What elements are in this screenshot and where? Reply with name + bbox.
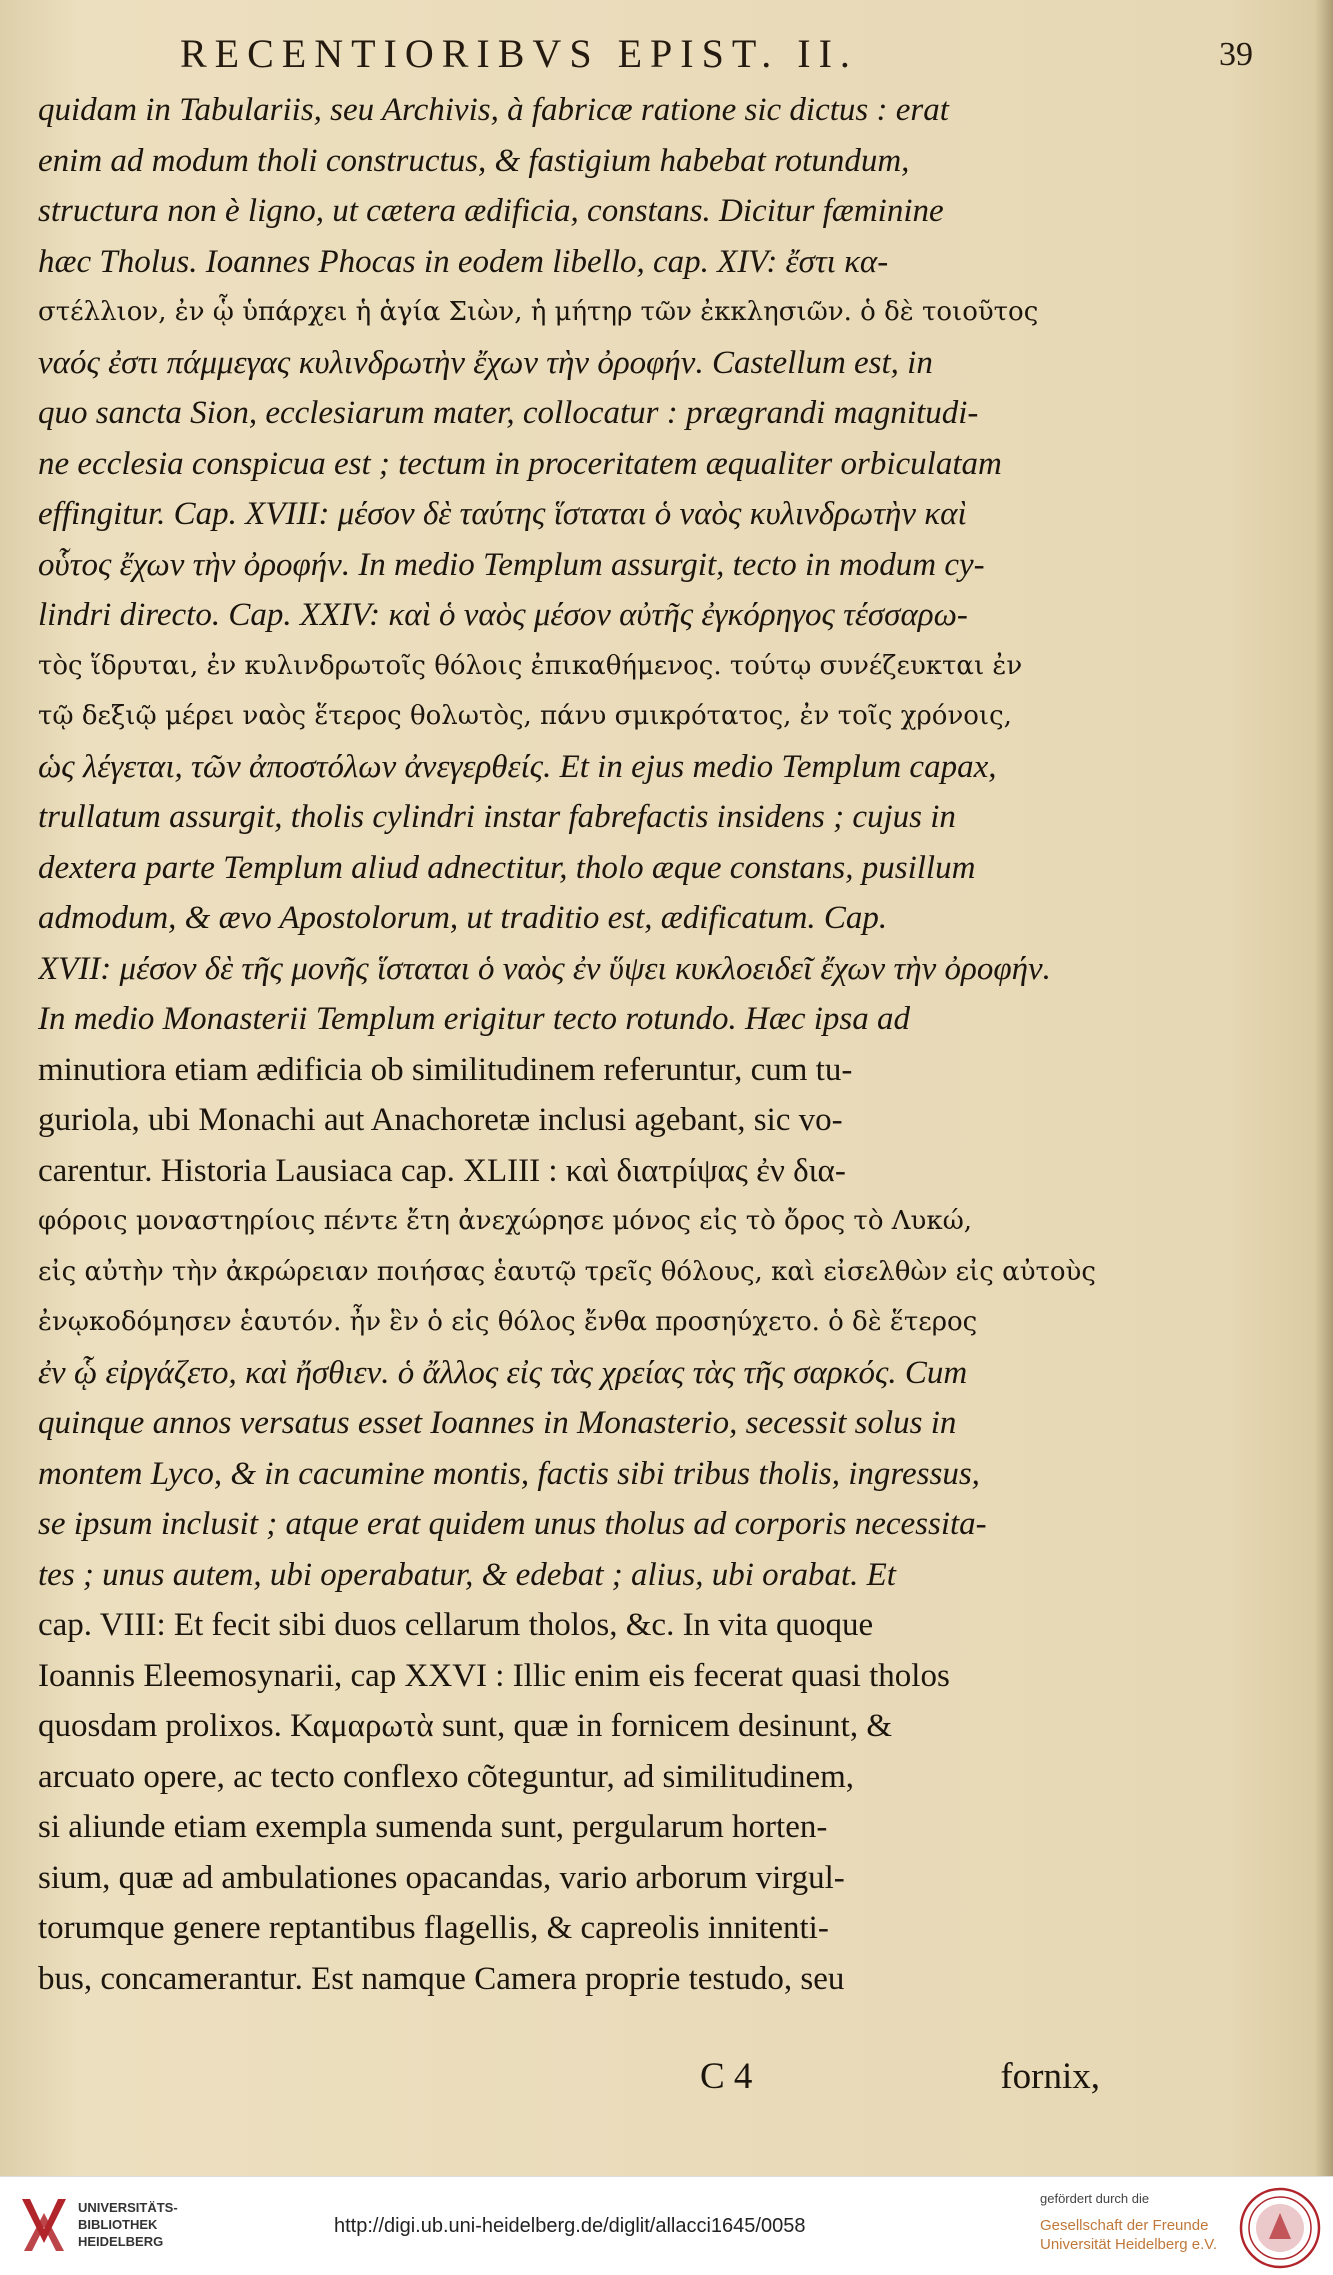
page-foot [700,2055,1100,2109]
text-line: effingitur. Cap. XVIII: μέσον δὲ ταύτης ἵσταται ὁ ναὸς κυλινδρωτὴν καὶ [38,496,967,532]
sponsor-block [1040,2191,1230,2254]
text-line: tes ; unus autem, ubi operabatur, & edebat ; alius, ubi orabat. Et [38,1556,896,1593]
text-line: quosdam prolixos. Καμαρωτὰ sunt, quæ in fornicem desinunt, & [38,1708,892,1744]
permalink-url[interactable]: http://digi.ub.uni-heidelberg.de/diglit/allacci1645/0058 [334,2215,806,2237]
text-line: ὡς λέγεται, τῶν ἀποστόλων ἀνεγερθείς. Et in ejus medio Templum capax, [38,748,997,785]
text-line: ναός ἐστι πάμμεγας κυλινδρωτὴν ἔχων τὴν ὀροφήν. Castellum est, in [38,344,933,381]
catchword: fornix, [1000,2056,1100,2097]
text-line: arcuato opere, ac tecto conflexo cõteguntur, ad similitudinem, [38,1758,855,1795]
text-line: si aliunde etiam exempla sumenda sunt, pergularum horten- [38,1809,828,1845]
text-line: minutiora etiam ædificia ob similitudinem referuntur, cum tu- [38,1051,853,1088]
university-library-logo-icon[interactable] [14,2193,74,2259]
text-line: ἐν ᾧ εἰργάζετο, καὶ ἤσθιεν. ὁ ἄλλος εἰς τὰς χρείας τὰς τῆς σαρκός. Cum [38,1354,968,1391]
library-name-line: UNIVERSITÄTS- [78,2200,178,2215]
text-line: structura non è ligno, ut cætera ædificia, constans. Dicitur fæminine [38,193,944,229]
text-line: bus, concamerantur. Est namque Camera proprie testudo, seu [38,1960,845,1997]
text-line: se ipsum inclusit ; atque erat quidem unus tholus ad corporis necessita- [38,1506,987,1542]
text-line: τὸς ἵδρυται, ἐν κυλινδρωτοῖς θόλοις ἐπικαθήμενος. τούτῳ συνέζευκται ἐν [38,650,1023,681]
sponsor-name-line[interactable]: Universität Heidelberg e.V. [1040,2236,1218,2253]
text-line: εἰς αὐτὴν τὴν ἀκρώρειαν ποιήσας ἑαυτῷ τρεῖς θόλους, καὶ εἰσελθὼν εἰς αὐτοὺς [38,1256,1096,1287]
text-line: montem Lyco, & in cacumine montis, factis sibi tribus tholis, ingressus, [38,1455,980,1492]
text-line: enim ad modum tholi constructus, & fastigium habebat rotundum, [38,142,910,179]
sponsor-name-line[interactable]: Gesellschaft der Freunde [1040,2217,1209,2234]
text-line: Ioannis Eleemosynarii, cap XXVI : Illic enim eis fecerat quasi tholos [38,1657,950,1694]
library-name-line: BIBLIOTHEK [78,2217,158,2232]
running-head [180,30,1253,80]
text-line: quidam in Tabulariis, seu Archivis, à fabricæ ratione sic dictus : erat [38,92,949,128]
text-line: ἐνῳκοδόμησεν ἑαυτόν. ἦν ἓν ὁ εἰς θόλος ἔνθα προσηύχετο. ὁ δὲ ἕτερος [38,1307,978,1337]
library-name [78,2199,178,2250]
text-line: οὗτος ἔχων τὴν ὀροφήν. In medio Templum assurgit, tecto in modum cy- [38,546,985,583]
text-line: torumque genere reptantibus flagellis, & capreolis innitenti- [38,1910,829,1946]
text-line: carentur. Historia Lausiaca cap. XLIII : καὶ διατρίψας ἐν δια- [38,1152,846,1189]
text-block [38,85,1110,2004]
text-line: στέλλιον, ἐν ᾧ ὑπάρχει ἡ ἁγία Σιὼν, ἡ μήτηρ τῶν ἐκκλησιῶν. ὁ δὲ τοιοῦτος [38,297,1039,327]
text-line: guriola, ubi Monachi aut Anachoretæ inclusi agebant, sic vo- [38,1102,843,1138]
text-line: XVII: μέσον δὲ τῆς μονῆς ἵσταται ὁ ναὸς ἐν ὕψει κυκλοειδεῖ ἔχων τὴν ὀροφήν. [38,950,1051,987]
text-line: admodum, & ævo Apostolorum, ut traditio est, ædificatum. Cap. [38,900,888,936]
signature-mark: C 4 [700,2056,753,2097]
university-seal-icon[interactable] [1239,2187,1321,2269]
text-line: hæc Tholus. Ioannes Phocas in eodem libello, cap. XIV: ἔστι κα- [38,243,889,280]
sponsor-label: gefördert durch die [1040,2191,1150,2206]
text-line: lindri directo. Cap. XXIV: καὶ ὁ ναὸς μέσον αὐτῆς ἐγκόρηγος τέσσαρω- [38,597,968,633]
text-line: dextera parte Templum aliud adnectitur, tholo æque constans, pusillum [38,849,976,886]
text-line: quo sancta Sion, ecclesiarum mater, collocatur : prægrandi magnitudi- [38,395,979,431]
text-line: τῷ δεξιῷ μέρει ναὸς ἕτερος θολωτὸς, πάνυ σμικρότατος, ἐν τοῖς χρόνοις, [38,701,1012,731]
text-line: cap. VIII: Et fecit sibi duos cellarum tholos, &c. In vita quoque [38,1607,874,1643]
text-line: ne ecclesia conspicua est ; tectum in proceritatem æqualiter orbiculatam [38,445,1002,482]
text-line: φόροις μοναστηρίοις πέντε ἔτη ἀνεχώρησε μόνος εἰς τὸ ὄρος τὸ Λυκώ, [38,1206,973,1236]
text-line: quinque annos versatus esset Ioannes in Monasterio, secessit solus in [38,1405,957,1441]
text-line: trullatum assurgit, tholis cylindri instar fabrefactis insidens ; cujus in [38,799,956,835]
running-title: RECENTIORIBVS EPIST. II. [180,31,858,76]
text-line: sium, quæ ad ambulationes opacandas, vario arborum virgul- [38,1859,845,1896]
page-number: 39 [1219,36,1253,73]
text-line: In medio Monasterii Templum erigitur tecto rotundo. Hæc ipsa ad [38,1001,911,1037]
viewer-footer [0,2176,1333,2275]
library-name-line: HEIDELBERG [78,2234,164,2249]
